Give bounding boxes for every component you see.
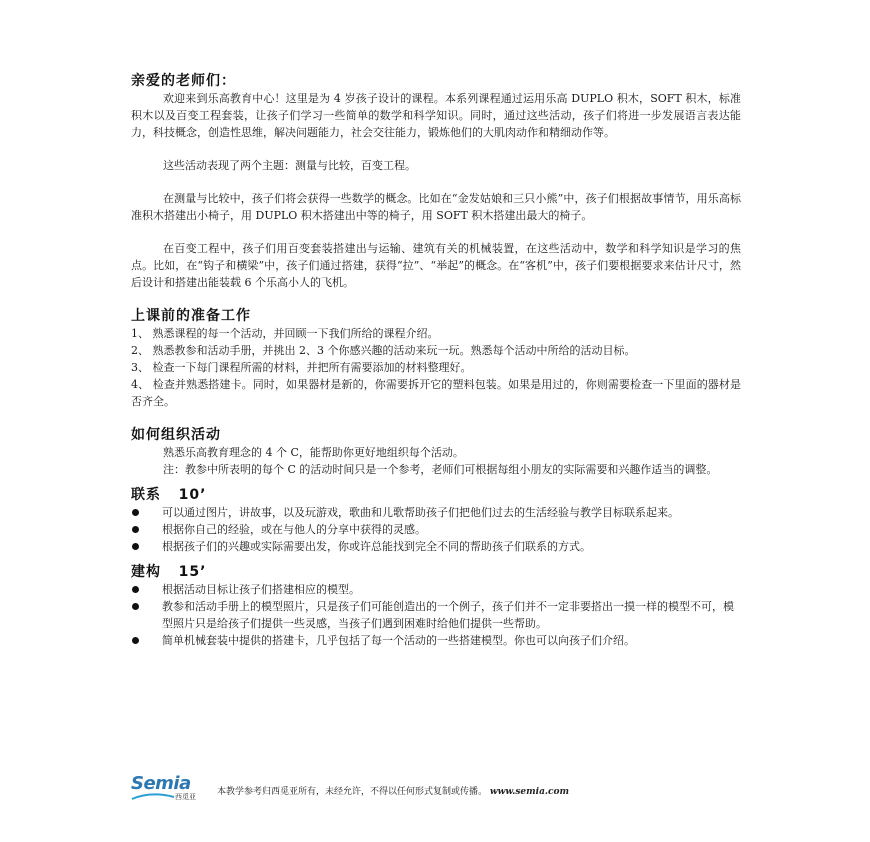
construct-heading: 建构 15’ [131, 564, 207, 580]
connect-list [131, 504, 741, 555]
prep-item-2: 2、 熟悉教参和活动手册，并挑出 2、3 个你感兴趣的活动来玩一玩。熟悉每个活动中所给的活动目标。 [131, 344, 636, 357]
list-item: 根据活动目标让孩子们搭建相应的模型。 [131, 581, 741, 598]
organize-paragraph-1: 熟悉乐高教育理念的 4 个 C，能帮助你更好地组织每个活动。 [163, 446, 464, 459]
prep-item-3: 3、 检查一下每门课程所需的材料，并把所有需要添加的材料整理好。 [131, 361, 472, 374]
connect-heading: 联系 10’ [131, 487, 207, 503]
intro-paragraph-3: 在测量与比较中，孩子们将会获得一些数学的概念。比如在“金发姑娘和三只小熊”中，孩子们根据故事情节，用乐高标准积木搭建出小椅子，用 DUPLO 积木搭建出中等的椅子，用 SOFT 积木搭建出最大的椅子。 [131, 192, 741, 222]
intro-heading: 亲爱的老师们： [131, 73, 236, 89]
document-body [131, 72, 741, 649]
list-item: 可以通过图片，讲故事，以及玩游戏，歌曲和儿歌帮助孩子们把他们过去的生活经验与教学目标联系起来。 [131, 504, 741, 521]
organize-heading: 如何组织活动 [131, 427, 221, 443]
bullet-icon [132, 586, 139, 593]
intro-paragraph-1: 欢迎来到乐高教育中心！这里是为 4 岁孩子设计的课程。本系列课程通过运用乐高 DUPLO 积木，SOFT 积木，标准积木以及百变工程套装，让孩子们学习一些简单的数学和科学知识。同时，通过这些活动，孩子们将进一步发展语言表达能力，科技概念，创造性思维，解决问题能力，社会交往能力，锻炼他们的大肌肉动作和精细动作等。 [131, 92, 741, 139]
notice-text: 本教学参考归西觅亚所有，未经允许，不得以任何形式复制或传播。 [217, 787, 488, 797]
bullet-icon [132, 526, 139, 533]
list-item: 简单机械套装中提供的搭建卡，几乎包括了每一个活动的一些搭建模型。你也可以向孩子们介绍。 [131, 632, 741, 649]
prep-item-1: 1、 熟悉课程的每一个活动，并回顾一下我们所给的课程介绍。 [131, 327, 439, 340]
intro-paragraph-2: 这些活动表现了两个主题：测量与比较，百变工程。 [163, 159, 416, 172]
bullet-icon [132, 603, 139, 610]
bullet-icon [132, 509, 139, 516]
list-item: 教参和活动手册上的模型照片，只是孩子们可能创造出的一个例子，孩子们并不一定非要搭出一摸一样的模型不可，模型照片只是给孩子们提供一些灵感，当孩子们遇到困难时给他们提供一些帮助。 [131, 598, 741, 632]
intro-paragraph-4: 在百变工程中，孩子们用百变套装搭建出与运输、建筑有关的机械装置，在这些活动中，数学和科学知识是学习的焦点。比如，在“钩子和横梁”中，孩子们通过搭建，获得“拉”、“举起”的概念。在“客机”中，孩子们要根据要求来估计尺寸，然后设计和搭建出能装载 6 个乐高小人的飞机。 [131, 242, 741, 289]
construct-list [131, 581, 741, 649]
list-item: 根据你自己的经验，或在与他人的分享中获得的灵感。 [131, 521, 741, 538]
logo-swoosh-icon [131, 793, 175, 803]
semia-logo [131, 775, 199, 803]
prep-item-4: 4、 检查并熟悉搭建卡。同时，如果器材是新的，你需要拆开它的塑料包装。如果是用过的，你则需要检查一下里面的器材是否齐全。 [131, 378, 741, 408]
page-footer [131, 775, 731, 805]
bullet-icon [132, 543, 139, 550]
logo-wordmark: Semia [131, 773, 191, 794]
list-item: 根据孩子们的兴趣或实际需要出发，你或许总能找到完全不同的帮助孩子们联系的方式。 [131, 538, 741, 555]
copyright-notice [217, 784, 569, 797]
logo-subtitle: 西觅亚 [175, 793, 196, 801]
bullet-icon [132, 637, 139, 644]
organize-note: 注：教参中所表明的每个 C 的活动时间只是一个参考，老师们可根据每组小朋友的实际需要和兴趣作适当的调整。 [163, 463, 718, 476]
prep-heading: 上课前的准备工作 [131, 308, 251, 324]
website-link[interactable]: www.semia.com [489, 787, 570, 797]
